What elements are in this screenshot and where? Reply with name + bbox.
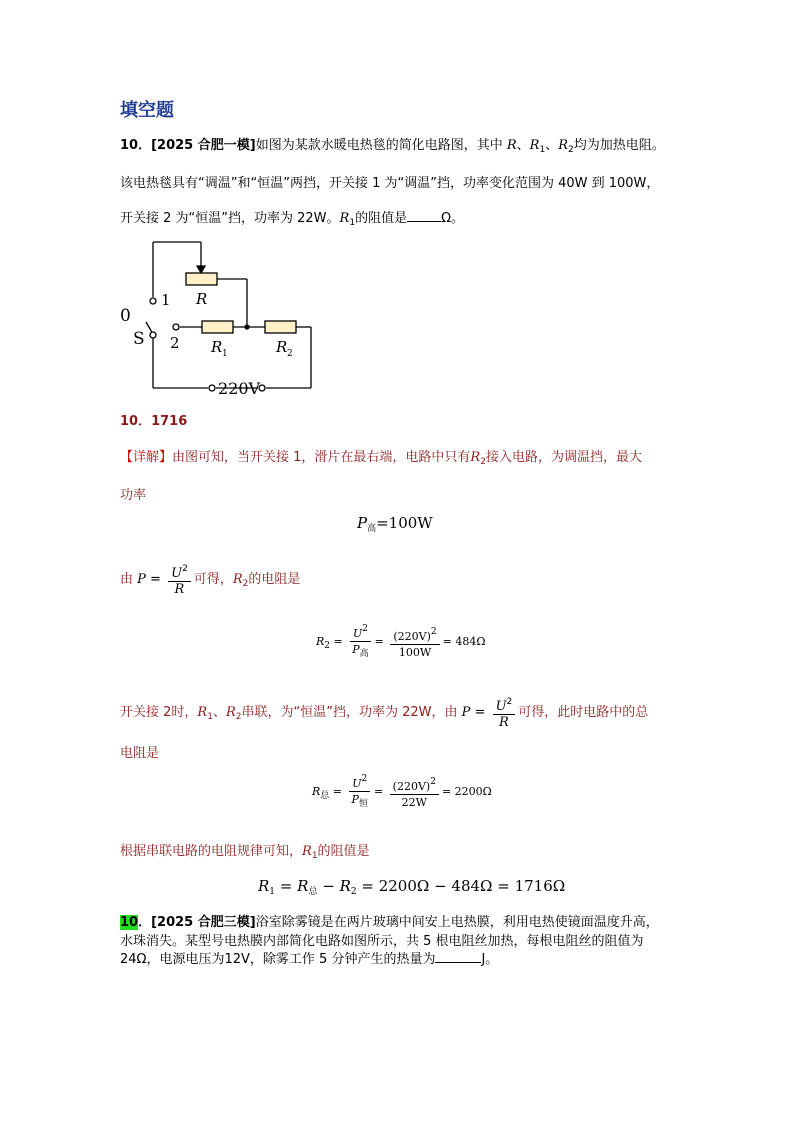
section-title: 填空题 bbox=[120, 100, 174, 121]
formula-1: $P_高=100W$ bbox=[357, 514, 433, 534]
terminal-0-label: 0 bbox=[120, 306, 131, 326]
detail-text: 的阻值是 bbox=[317, 844, 370, 859]
question-text: 均为加热电阻。 bbox=[573, 138, 665, 153]
formula-den: 100W bbox=[398, 645, 432, 659]
terminal-1-label: 1 bbox=[161, 291, 171, 309]
question-text: 开关接 2 为“恒温”挡，功率为 22W。 bbox=[120, 211, 340, 226]
formula-sub: 总 bbox=[308, 887, 318, 897]
detail-text: 可得， bbox=[193, 572, 233, 587]
detail-text: 串联，为“恒温”挡，功率为 22W，由 bbox=[241, 705, 458, 720]
unit-text: Ω。 bbox=[441, 211, 465, 226]
resistor-r2-label: R bbox=[276, 338, 288, 356]
circuit-diagram bbox=[110, 234, 330, 404]
answer-blank[interactable] bbox=[407, 209, 441, 222]
detail-p1: 【详解】由图可知，当开关接 1，滑片在最右端，电路中只有$R_2$接入电路，为调温挡，最大 bbox=[120, 450, 642, 467]
formula-4: $R_1 = R_总 - R_2 = 2200\Omega - 484\Omega = 1716\Omega$ bbox=[258, 877, 566, 897]
formula-den: 22W bbox=[401, 795, 427, 809]
answer-blank[interactable] bbox=[435, 950, 481, 963]
detail-text: 可得，此时电路中的总 bbox=[518, 705, 649, 720]
formula-num: (220V) bbox=[392, 779, 431, 793]
switch-label: S bbox=[133, 329, 145, 349]
formula-3: $R_总$ = $\frac{U^2}{P_恒}$ = $\frac{(220V)^2}{22W}$ = 2200Ω bbox=[312, 774, 492, 809]
resistor-r2-sub: 2 bbox=[287, 349, 293, 359]
formula-sub: 高 bbox=[359, 649, 369, 659]
resistor-r1-sub: 1 bbox=[222, 349, 228, 359]
question-10b-line-3 bbox=[120, 948, 498, 967]
rheostat-label: R bbox=[196, 290, 208, 308]
question-10-line-2: 该电热毯具有“调温”和“恒温”两挡，开关接 1 为“调温”挡，功率变化范围为 40W 到 100W， bbox=[120, 176, 660, 191]
resistor-r1-label: R bbox=[211, 338, 223, 356]
detail-text: 开关接 2时， bbox=[120, 705, 198, 720]
terminal-2-label: 2 bbox=[170, 334, 180, 352]
question-10b-line-1 bbox=[120, 911, 659, 930]
formula-sub: 恒 bbox=[358, 799, 368, 809]
question-number: 10． bbox=[120, 138, 152, 153]
detail-p4: 根据串联电路的电阻规律可知，$R_1$的阻值是 bbox=[120, 844, 370, 861]
formula-num: (220V) bbox=[393, 629, 431, 643]
detail-text: 由图可知，当开关接 1，滑片在最右端，电路中只有 bbox=[172, 450, 471, 465]
question-10b-line-2: 水珠消失。某型号电热膜内部简化电路如图所示，共 5 根电阻丝加热，每根电阻丝的阻值为 bbox=[120, 934, 644, 949]
detail-text: 由 bbox=[120, 572, 134, 587]
question-number-highlight: 10 bbox=[120, 915, 139, 930]
detail-text: 接入电路，为调温挡，最大 bbox=[485, 450, 642, 465]
detail-p2: 由 P = $\frac{U^2}{R}$ 可得，$R_2$的电阻是 bbox=[120, 564, 301, 597]
question-text: 如图为某款水暖电热毯的简化电路图，其中 bbox=[255, 138, 503, 153]
question-source: ．[2025 合肥三模] bbox=[138, 915, 256, 930]
formula-sub: 总 bbox=[320, 791, 330, 801]
question-text: 的阻值是 bbox=[355, 211, 408, 226]
detail-text: 根据串联电路的电阻规律可知， bbox=[120, 844, 303, 859]
voltage-label: 220V bbox=[218, 379, 261, 398]
unit-text: J。 bbox=[481, 952, 499, 967]
formula-result: = 484Ω bbox=[442, 635, 486, 648]
formula-sub: 高 bbox=[367, 524, 377, 534]
answer-line: 10．1716 bbox=[120, 414, 188, 429]
formula-2: $R_2$ = $\frac{U^2}{P_高}$ = $\frac{(220V)^2}{100W}$ = 484Ω bbox=[316, 624, 486, 659]
formula-text: = 2200Ω − 484Ω = 1716Ω bbox=[361, 877, 566, 895]
question-text: 24Ω，电源电压为12V，除雾工作 5 分钟产生的热量为 bbox=[120, 952, 436, 967]
detail-tag: 【详解】 bbox=[120, 450, 173, 465]
question-source: [2025 合肥一模] bbox=[151, 138, 256, 153]
question-10-line-1: 10．[2025 合肥一模]如图为某款水暖电热毯的简化电路图，其中 R、$R_1$、$R_2$均为加热电阻。 bbox=[120, 138, 665, 155]
detail-p3: 开关接 2时，$R_1$、$R_2$串联，为“恒温”挡，功率为 22W，由 P = $\frac{U^2}{R}$ 可得，此时电路中的总 bbox=[120, 697, 649, 730]
question-10-line-3: 开关接 2 为“恒温”挡，功率为 22W。$R_1$的阻值是 Ω。 bbox=[120, 211, 465, 228]
detail-p1-cont: 功率 bbox=[120, 488, 147, 503]
formula-result: = 2200Ω bbox=[441, 785, 492, 798]
detail-text: 的电阻是 bbox=[248, 572, 301, 587]
formula-text: =100W bbox=[376, 514, 433, 532]
question-text: 浴室除雾镜是在两片玻璃中间安上电热膜，利用电热使镜面温度升高， bbox=[255, 915, 659, 930]
detail-p3-cont: 电阻是 bbox=[120, 746, 160, 761]
